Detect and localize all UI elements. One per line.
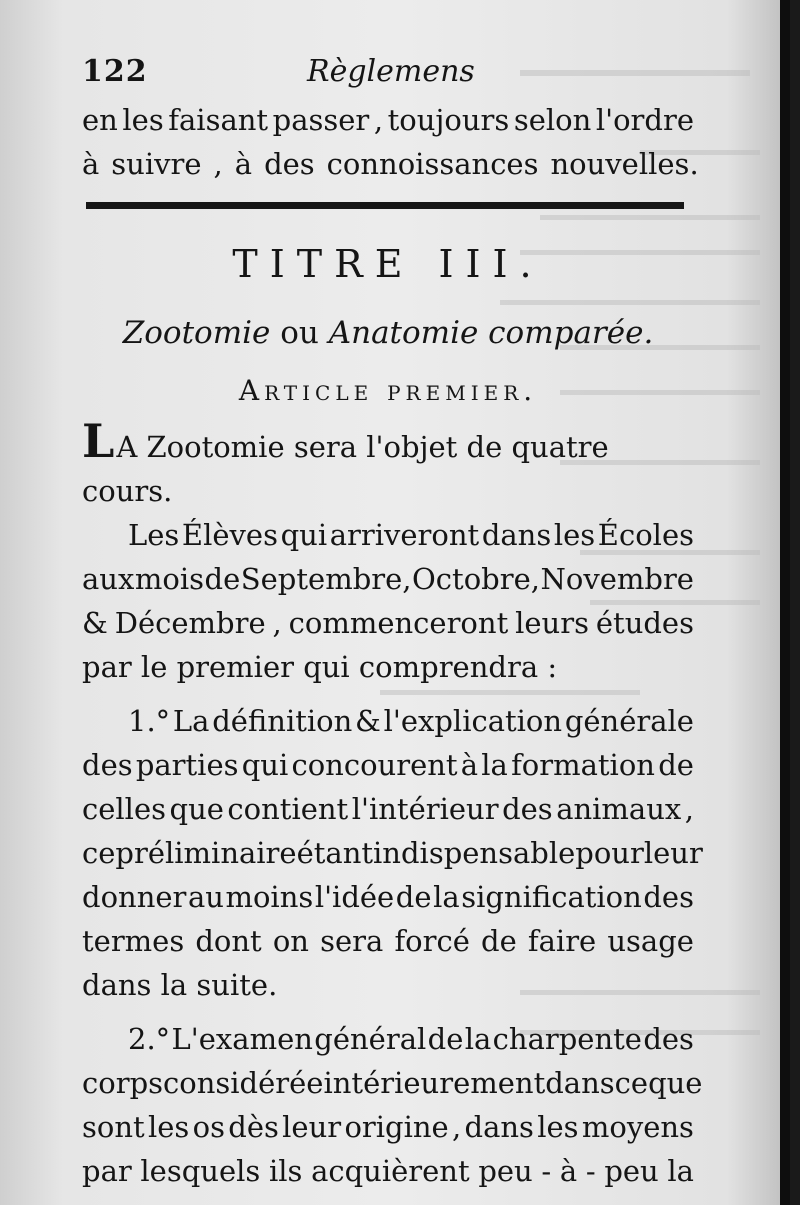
word: , <box>213 147 223 181</box>
word: les <box>553 518 596 552</box>
word: peu <box>604 1154 659 1188</box>
word: préliminaire <box>115 836 297 870</box>
word: à <box>559 1154 578 1188</box>
word: formation <box>511 748 655 782</box>
word: sera <box>320 924 384 958</box>
text-line <box>82 1105 694 1149</box>
word: en <box>82 103 118 137</box>
text-line <box>82 699 694 743</box>
text-line <box>82 601 694 645</box>
text-line <box>82 1017 694 1061</box>
section-rule <box>86 202 684 209</box>
word: l'ordre <box>595 103 694 137</box>
word: à <box>234 147 253 181</box>
word: faisant <box>168 103 269 137</box>
word: des <box>643 880 694 914</box>
word: usage <box>607 924 694 958</box>
word: mois <box>134 562 204 596</box>
word: moyens <box>581 1110 694 1144</box>
text-line <box>82 919 694 963</box>
word: signification <box>461 880 642 914</box>
text-line <box>82 1149 694 1193</box>
word: peu <box>478 1154 533 1188</box>
word: L'examen <box>171 1022 313 1056</box>
word: Novembre <box>540 562 694 596</box>
article-heading: Article premier. <box>238 374 538 407</box>
word: sont <box>82 1110 145 1144</box>
word: par <box>82 1154 132 1188</box>
word: la <box>481 748 508 782</box>
intro-line-2 <box>82 142 699 186</box>
page-number: 122 <box>82 54 148 89</box>
word: que <box>648 1066 703 1100</box>
book-gutter <box>780 0 790 1205</box>
text-line <box>82 1061 703 1105</box>
word: animaux <box>556 792 682 826</box>
word: la <box>464 1022 492 1056</box>
word: charpente <box>492 1022 642 1056</box>
item-2 <box>82 1017 703 1193</box>
word: considérée <box>163 1066 324 1100</box>
word: dans <box>464 1110 534 1144</box>
word: & <box>82 606 108 640</box>
word: la <box>433 880 460 914</box>
word: dans <box>481 518 552 552</box>
subtitle-part-1: Zootomie <box>122 315 271 351</box>
word: arriveront <box>329 518 480 552</box>
word: à <box>460 748 479 782</box>
word: ce <box>614 1066 649 1100</box>
word: pour <box>575 836 644 870</box>
word: l'idée <box>314 880 395 914</box>
word: dès <box>228 1110 279 1144</box>
text-line <box>82 557 694 601</box>
word: termes <box>82 924 185 958</box>
word: contient <box>227 792 349 826</box>
word: , <box>272 606 282 640</box>
word: , <box>684 792 694 826</box>
text-line <box>82 787 694 831</box>
word: Écoles <box>597 518 694 552</box>
word: leur <box>282 1110 342 1144</box>
chapter-title: TITRE III. <box>232 242 544 286</box>
word: de <box>658 748 694 782</box>
running-title: Règlemens <box>307 54 475 89</box>
text-line <box>82 513 694 557</box>
word: parties <box>135 748 239 782</box>
word: des <box>643 1022 694 1056</box>
word: des <box>502 792 553 826</box>
word: indispensable <box>373 836 576 870</box>
word: selon <box>513 103 592 137</box>
word: os <box>192 1110 225 1144</box>
word: moins <box>225 880 314 914</box>
word: étant <box>296 836 374 870</box>
word: des <box>82 748 133 782</box>
first-sentence <box>82 414 694 513</box>
word: & <box>355 704 381 738</box>
word: de <box>481 924 517 958</box>
subtitle-part-3: Anatomie comparée. <box>328 315 654 351</box>
word: les <box>122 103 164 137</box>
text-line: dans la suite. <box>82 968 278 1002</box>
word: dont <box>195 924 262 958</box>
word: dans <box>545 1066 615 1100</box>
word: donner <box>82 880 187 914</box>
word: 1.° <box>128 704 171 738</box>
word: l'intérieur <box>351 792 499 826</box>
word: Septembre, <box>240 562 412 596</box>
word: ce <box>82 836 116 870</box>
word: définition <box>212 704 353 738</box>
word: on <box>272 924 309 958</box>
word: de <box>395 880 432 914</box>
word: 2.° <box>128 1022 171 1056</box>
word: nouvelles. <box>550 147 699 181</box>
word: leurs <box>515 606 589 640</box>
word: intérieurement <box>323 1066 546 1100</box>
word: lesquels <box>140 1154 261 1188</box>
word: ils <box>268 1154 303 1188</box>
text-line <box>82 743 694 787</box>
word: des <box>264 147 315 181</box>
text-line: par le premier qui comprendra : <box>82 650 558 684</box>
word: , <box>373 103 384 137</box>
first-sentence-text: A Zootomie sera l'objet de quatre cours. <box>82 430 609 508</box>
word: les <box>147 1110 190 1144</box>
word: - <box>585 1154 596 1188</box>
word: corps <box>82 1066 164 1100</box>
word: leur <box>643 836 703 870</box>
word: acquièrent <box>311 1154 470 1188</box>
subtitle-part-2: ou <box>280 315 319 351</box>
word: qui <box>241 748 289 782</box>
drop-cap: L <box>82 414 115 468</box>
word: La <box>172 704 210 738</box>
word: connoissances <box>326 147 539 181</box>
paragraph-1 <box>82 513 694 689</box>
word: études <box>595 606 694 640</box>
word: concourent <box>291 748 458 782</box>
word: qui <box>280 518 328 552</box>
item-1 <box>82 699 703 1007</box>
word: à <box>82 147 100 181</box>
running-header <box>82 50 694 98</box>
word: la <box>667 1154 694 1188</box>
text-line <box>82 875 694 919</box>
word: général <box>314 1022 427 1056</box>
word: Octobre, <box>412 562 540 596</box>
word: générale <box>564 704 694 738</box>
word: commenceront <box>288 606 509 640</box>
word: celles <box>82 792 166 826</box>
word: Décembre <box>114 606 266 640</box>
page-text <box>82 50 703 1193</box>
word: , <box>452 1110 462 1144</box>
intro-line-1 <box>82 98 694 142</box>
chapter-subtitle <box>82 311 694 355</box>
word: suivre <box>111 147 202 181</box>
word: l'explication <box>383 704 563 738</box>
word: au <box>187 880 224 914</box>
word: toujours <box>387 103 510 137</box>
word: faire <box>527 924 597 958</box>
text-line <box>82 831 703 875</box>
word: de <box>204 562 241 596</box>
word: que <box>169 792 224 826</box>
word: de <box>427 1022 464 1056</box>
word: forcé <box>394 924 470 958</box>
word: passer <box>272 103 370 137</box>
word: les <box>537 1110 579 1144</box>
word: Les <box>128 518 180 552</box>
word: origine <box>344 1110 449 1144</box>
word: - <box>541 1154 552 1188</box>
word: aux <box>82 562 135 596</box>
word: Élèves <box>181 518 278 552</box>
